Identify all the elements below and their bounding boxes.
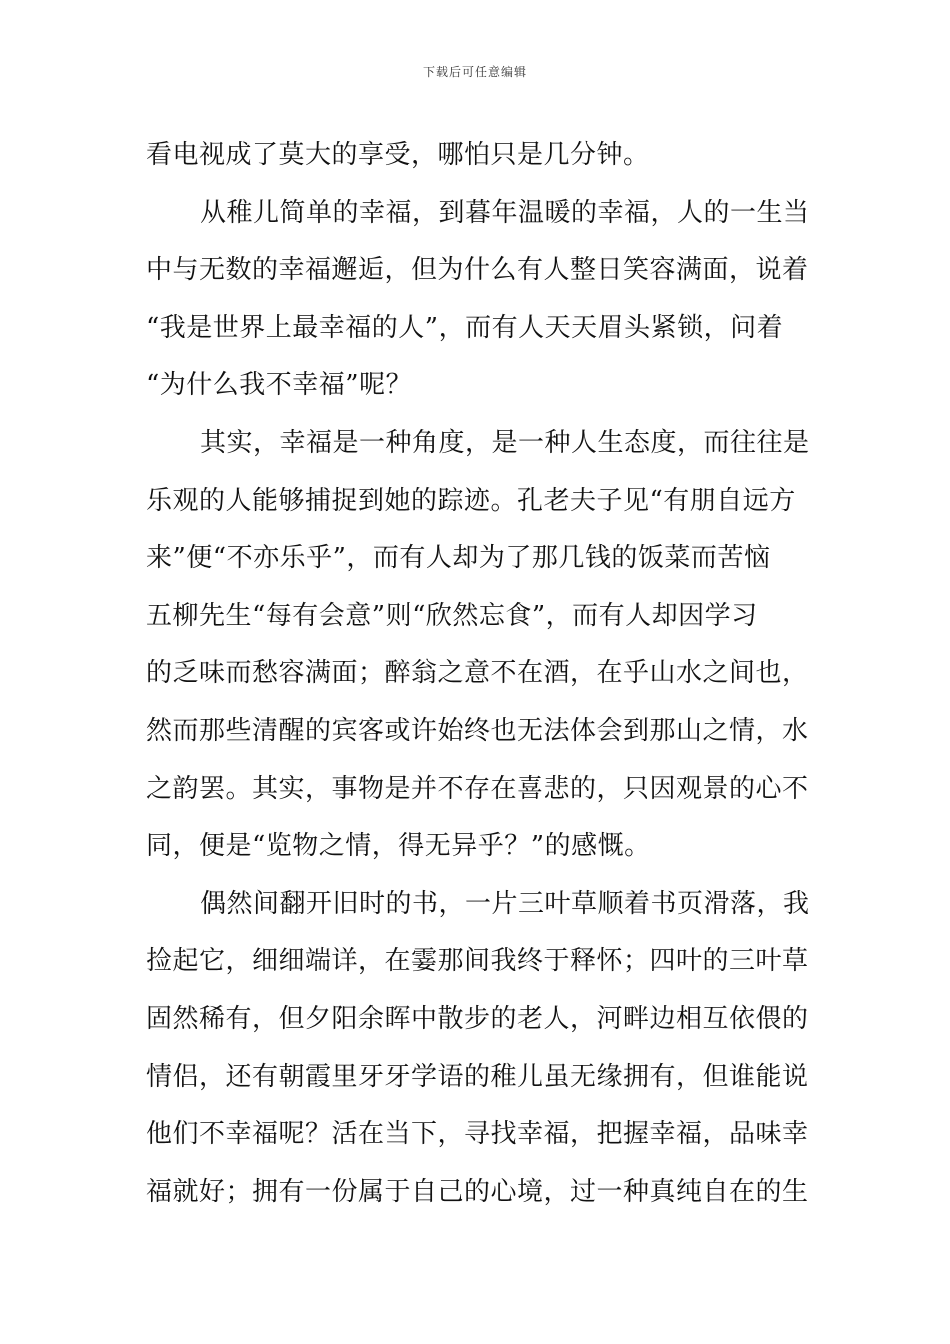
text-line: “为什么我不幸福”呢？ [146, 370, 413, 401]
text-line: 从稚儿简单的幸福，到暮年温暖的幸福，人的一生当 [200, 197, 810, 228]
text-line: 乐观的人能够捕捉到她的踪迹。孔老夫子见“有朋自远方 [146, 485, 796, 516]
page-header: 下载后可任意编辑 [422, 65, 527, 79]
text-line: 之韵罢。其实，事物是并不存在喜悲的，只因观景的心不 [146, 773, 809, 804]
text-line: 情侣，还有朝霞里牙牙学语的稚儿虽无缘拥有，但谁能说 [146, 1061, 809, 1092]
text-line: 同，便是“览物之情，得无异乎？”的感慨。 [146, 831, 651, 862]
text-line: 中与无数的幸福邂逅，但为什么有人整日笑容满面，说着 [146, 255, 809, 286]
text-line: 他们不幸福呢？活在当下，寻找幸福，把握幸福，品味幸 [146, 1119, 809, 1150]
text-line: 福就好；拥有一份属于自己的心境，过一种真纯自在的生 [146, 1176, 809, 1207]
text-line: “我是世界上最幸福的人”，而有人天天眉头紧锁，问着 [146, 312, 784, 343]
text-line: 其实，幸福是一种角度，是一种人生态度，而往往是 [200, 427, 810, 458]
text-line: 来”便“不亦乐乎”，而有人却为了那几钱的饭菜而苦恼 [146, 543, 771, 574]
text-line: 固然稀有，但夕阳余晖中散步的老人，河畔边相互依偎的 [146, 1003, 809, 1034]
text-line: 五柳先生“每有会意”则“欣然忘食”，而有人却因学习 [146, 600, 758, 631]
text-line: 的乏味而愁容满面；醉翁之意不在酒，在乎山水之间也， [146, 658, 809, 689]
text-line: 偶然间翻开旧时的书，一片三叶草顺着书页滑落，我 [200, 888, 810, 919]
text-line: 看电视成了莫大的享受，哪怕只是几分钟。 [146, 140, 650, 170]
text-line: 然而那些清醒的宾客或许始终也无法体会到那山之情，水 [146, 715, 809, 746]
text-line: 捡起它，细细端详，在霎那间我终于释怀；四叶的三叶草 [146, 946, 809, 977]
document-body [146, 127, 810, 1221]
